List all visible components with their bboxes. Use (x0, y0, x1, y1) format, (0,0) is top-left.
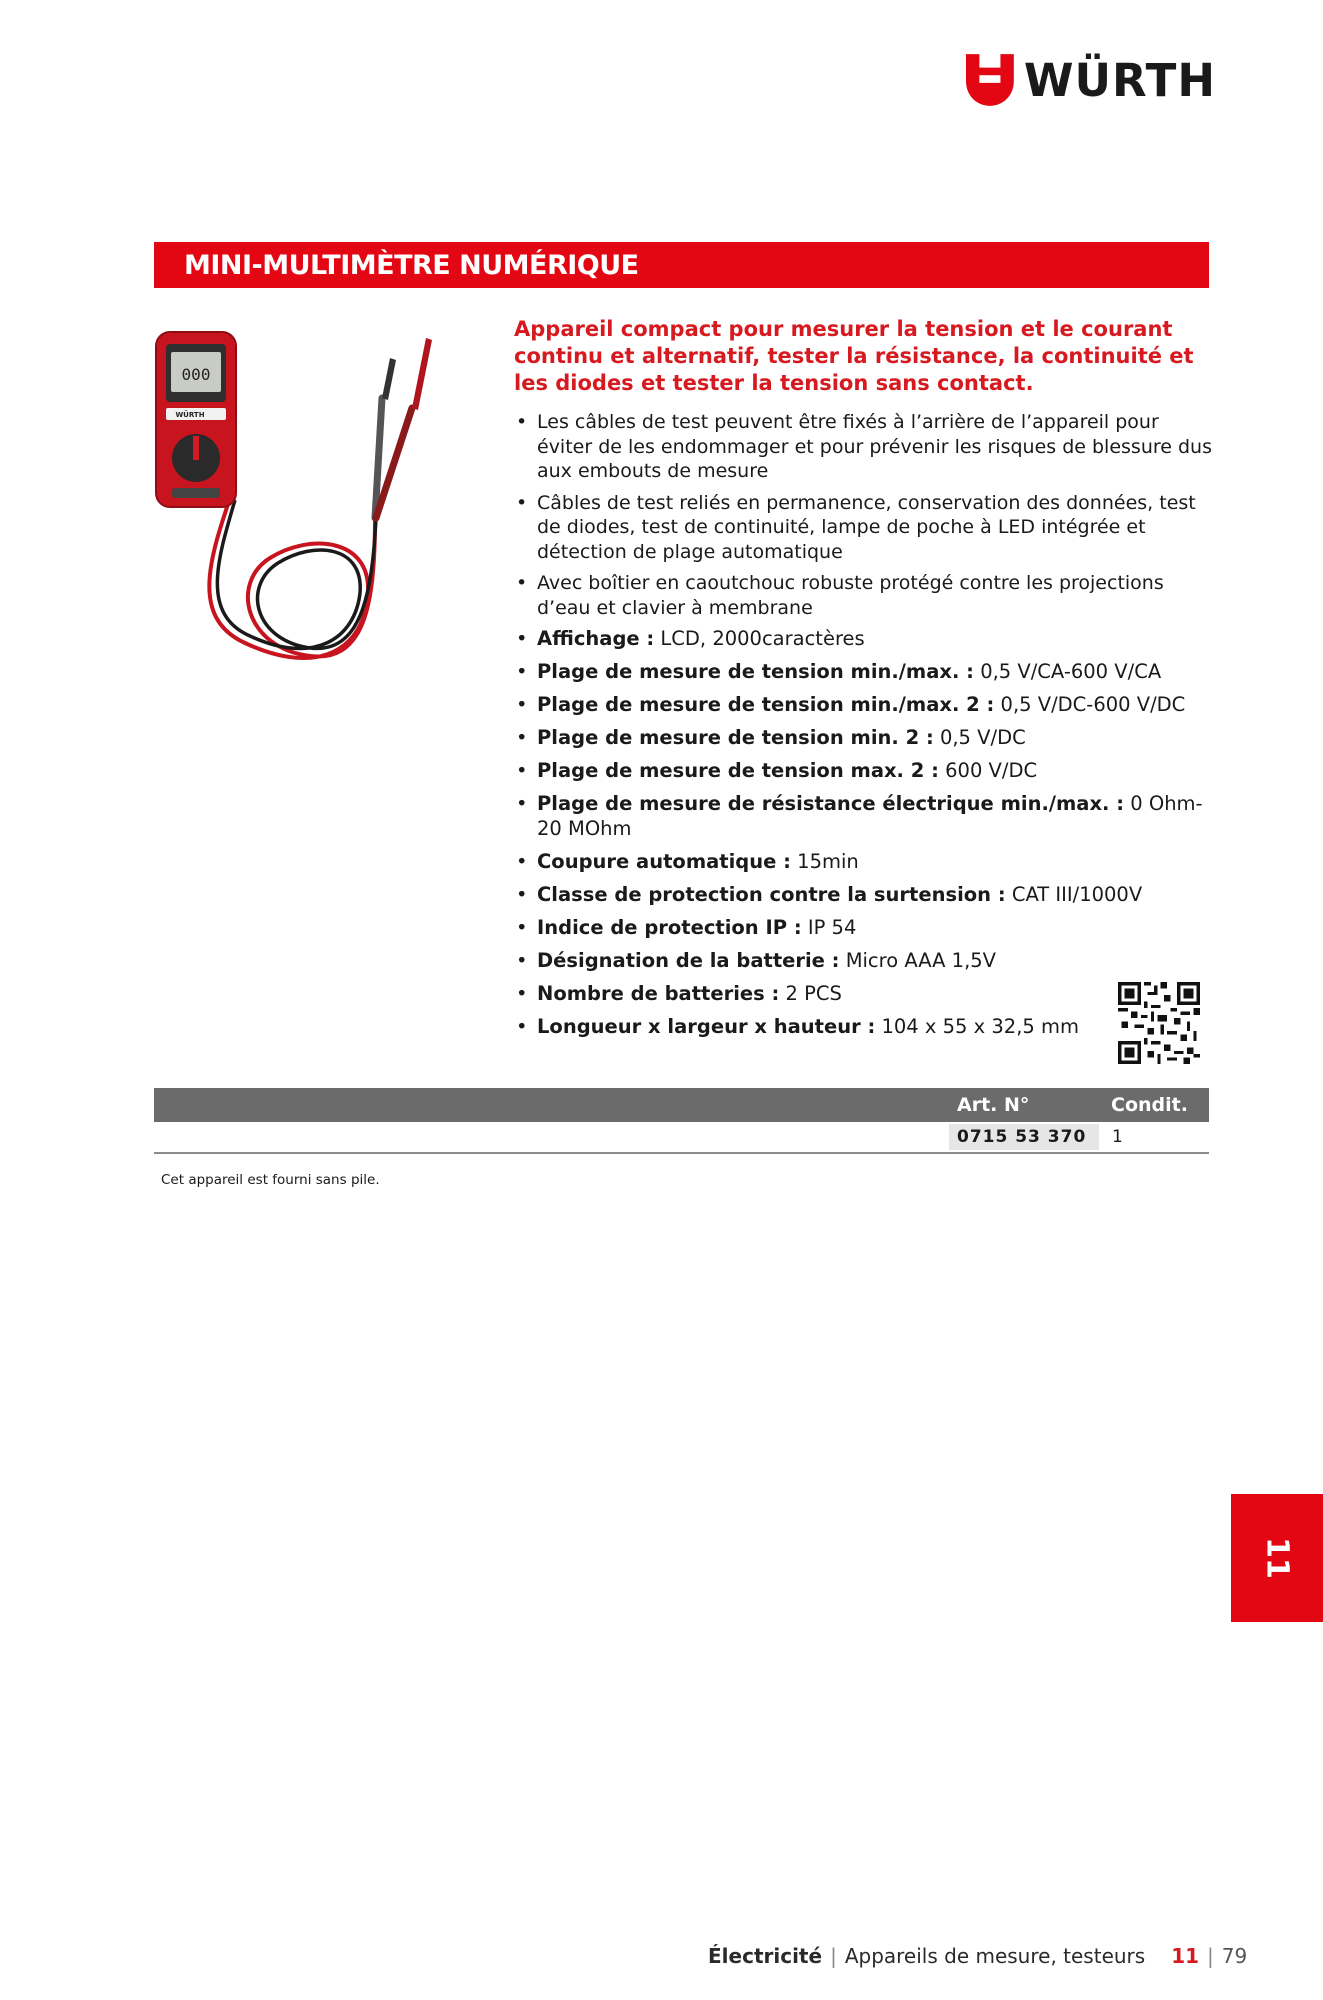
feature-item: • Câbles de test reliés en permanence, conservation des données, test de diodes, test de continuité, lampe de poche à LED intégrée et détection de plage automatique (514, 491, 1214, 565)
spec-value: 0 Ohm-20 MOhm (537, 792, 1203, 840)
battery-note: Cet appareil est fourni sans pile. (161, 1172, 380, 1188)
spec-label: Nombre de batteries : (537, 981, 780, 1005)
spec-item (514, 660, 1214, 685)
spec-value: 15min (797, 849, 859, 873)
product-lead: Appareil compact pour mesurer la tension et le courant continu et alternatif, tester la résistance, la continuité et les diodes et tester la tension sans contact. (514, 317, 1194, 395)
spec-label: Plage de mesure de résistance électrique min./max. : (537, 792, 1125, 815)
spec-item (514, 982, 1214, 1007)
spec-item (514, 1015, 1214, 1040)
chapter-tab-number: 11 (1259, 1537, 1295, 1579)
spec-item (514, 792, 1214, 841)
device-brand: WÜRTH (175, 411, 205, 419)
spec-item (514, 883, 1214, 908)
footer-section: Appareils de mesure, testeurs (844, 1944, 1146, 1968)
spec-item (514, 726, 1214, 751)
footer-category: Électricité (708, 1944, 823, 1968)
qr-code-icon[interactable] (1118, 982, 1200, 1064)
page-number: 79 (1221, 1944, 1248, 1968)
spec-label: Indice de protection IP : (537, 915, 802, 939)
spec-item (514, 759, 1214, 784)
spec-item (514, 627, 1214, 652)
spec-value: 0,5 V/DC-600 V/DC (1000, 693, 1186, 716)
spec-label: Plage de mesure de tension min./max. : (537, 660, 974, 683)
footer-separator: | (830, 1944, 837, 1968)
spec-item (514, 949, 1214, 974)
wurth-logo-icon (966, 53, 1014, 107)
spec-label: Plage de mesure de tension max. 2 : (537, 759, 939, 782)
header-art-no: Art. N° (957, 1094, 1030, 1116)
spec-value: 104 x 55 x 32,5 mm (881, 1014, 1079, 1038)
footer-separator: | (1207, 1944, 1214, 1968)
multimeter-image (150, 318, 490, 678)
product-title-bar (154, 242, 1209, 288)
table-row (154, 1122, 1209, 1154)
spec-item (514, 850, 1214, 875)
page-footer (708, 1944, 1247, 1968)
packaging-unit: 1 (1112, 1127, 1123, 1147)
article-table-header (154, 1088, 1209, 1122)
spec-value: 600 V/DC (945, 759, 1038, 782)
spec-label: Longueur x largeur x hauteur : (537, 1014, 876, 1038)
header-condit: Condit. (1111, 1094, 1188, 1116)
spec-value: IP 54 (807, 915, 857, 939)
feature-item: • Les câbles de test peuvent être fixés à l’arrière de l’appareil pour éviter de les endommager et pour prévenir les risques de blessure dus aux embouts de mesure (514, 410, 1214, 484)
brand-logo (966, 50, 1216, 110)
spec-value: 0,5 V/DC (939, 726, 1026, 749)
spec-value: 2 PCS (785, 981, 842, 1005)
spec-value: CAT III/1000V (1011, 882, 1143, 906)
feature-item: • Avec boîtier en caoutchouc robuste protégé contre les projections d’eau et clavier à membrane (514, 571, 1214, 620)
brand-name: WÜRTH (1023, 53, 1216, 107)
product-title: MINI-MULTIMÈTRE NUMÉRIQUE (184, 249, 639, 281)
spec-label: Plage de mesure de tension min. 2 : (537, 726, 934, 749)
chapter-tab (1231, 1494, 1323, 1622)
spec-label: Plage de mesure de tension min./max. 2 : (537, 693, 995, 716)
footer-chapter: 11 (1171, 1944, 1200, 1968)
spec-label: Classe de protection contre la surtension : (537, 882, 1006, 906)
spec-label: Désignation de la batterie : (537, 948, 840, 972)
article-number: 0715 53 370 (949, 1124, 1099, 1150)
spec-value: Micro AAA 1,5V (845, 948, 997, 972)
spec-label: Coupure automatique : (537, 849, 791, 873)
spec-label: Affichage : (537, 627, 655, 650)
lcd-readout: 000 (181, 365, 211, 384)
spec-item (514, 916, 1214, 941)
spec-value: LCD, 2000caractères (660, 627, 865, 650)
spec-value: 0,5 V/CA-600 V/CA (980, 660, 1162, 683)
spec-item (514, 693, 1214, 718)
spec-list (514, 410, 1214, 1048)
